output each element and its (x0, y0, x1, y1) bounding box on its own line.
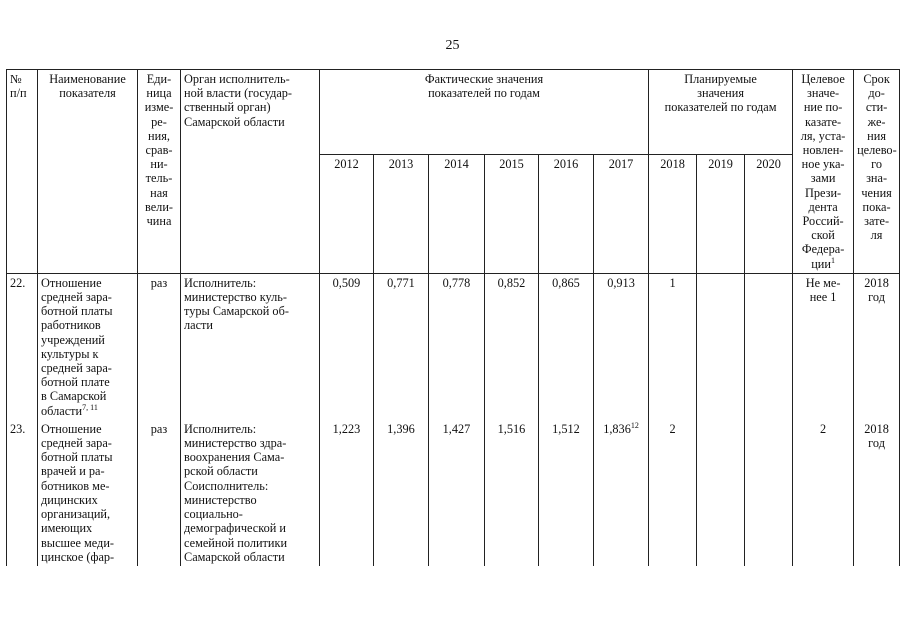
header-num (7, 70, 38, 274)
row-actual-value: 1,427 (429, 420, 485, 566)
text-line: зами (810, 171, 836, 186)
text-line: социально- (184, 507, 243, 522)
text-line: дицинских (41, 492, 98, 507)
text-line: Срок (863, 72, 890, 86)
text-line: ботной платы (41, 450, 113, 465)
text-line: туры Самарской об- (184, 304, 289, 319)
text-line: значе- (807, 86, 840, 101)
row-planned-value: 1 (649, 273, 697, 420)
row-actual-value: 0,852 (485, 273, 539, 420)
row-target (793, 273, 854, 420)
text-line: тель- (145, 171, 173, 186)
header-unit (138, 70, 181, 274)
text-line: Самарской области (184, 114, 285, 129)
page-number: 25 (445, 38, 460, 53)
text-line: Наименование (49, 72, 126, 86)
row-num: 23. (7, 420, 38, 566)
text-line: чения (861, 185, 892, 200)
text-line: рской области (184, 464, 258, 479)
indicators-table (6, 69, 900, 566)
footnote-marker: 1 (830, 255, 835, 265)
row-unit: раз (138, 420, 181, 566)
row-actual-value: 0,771 (374, 273, 429, 420)
text-line: Федера- (801, 242, 845, 257)
text-line: области (41, 403, 83, 418)
text-line: ни- (150, 157, 168, 172)
row-actual-value: 1,836$^{12}$ (594, 420, 649, 566)
text-line: ботной плате (41, 375, 110, 390)
row-actual-value: 0,778 (429, 273, 485, 420)
text-line: учреждений (41, 332, 105, 347)
text-line: средней зара- (41, 290, 112, 305)
text-line: Соисполнитель: (184, 478, 269, 493)
row-actual-value: 1,396 (374, 420, 429, 566)
text-line: ние по- (803, 100, 843, 115)
text-line: го (871, 157, 883, 172)
row-planned-value: 2 (649, 420, 697, 566)
header-year: 2020 (745, 155, 793, 274)
text-line: ная (150, 185, 168, 200)
header-year: 2016 (539, 155, 594, 274)
text-line: средней зара- (41, 436, 112, 451)
text-line: срав- (145, 143, 173, 158)
text-line: семейной политики (184, 535, 288, 550)
text-line: год (868, 436, 885, 451)
text-line: пока- (862, 199, 891, 214)
row-num: 22. (7, 273, 38, 420)
text-line: ница (146, 86, 172, 101)
text-line: нее 1 (809, 290, 837, 305)
text-line: до- (868, 86, 885, 101)
header-authority (181, 70, 320, 274)
text-line: ственный орган) (184, 100, 271, 115)
text-line: казате- (804, 114, 842, 129)
footnote-marker: 7, 11 (82, 402, 98, 412)
header-deadline (854, 70, 900, 274)
row-actual-value: 1,512 (539, 420, 594, 566)
header-indicator (38, 70, 138, 274)
header-actual-values (320, 70, 649, 155)
row-indicator (38, 273, 138, 420)
text-line: ботной платы (41, 304, 113, 319)
text-line: Отношение (41, 275, 102, 290)
text-line: организаций, (41, 507, 111, 522)
text-line: изме- (144, 100, 174, 115)
text-line: Отношение (41, 421, 102, 436)
text-line: средней зара- (41, 361, 112, 376)
text-line: министерство (184, 492, 257, 507)
text-line: показателей по годам (664, 100, 777, 115)
text-line: ской (811, 228, 835, 243)
text-line: Исполнитель: (184, 421, 257, 436)
row-deadline (854, 420, 900, 566)
text-line: ботников ме- (41, 478, 110, 493)
row-authority (181, 273, 320, 420)
header-planned-values (649, 70, 793, 155)
text-line: Не ме- (805, 275, 841, 290)
header-target-value (793, 70, 854, 274)
header-year: 2013 (374, 155, 429, 274)
text-line: Фактические значения (424, 72, 544, 86)
text-line: Еди- (146, 72, 172, 86)
text-line: зате- (864, 214, 890, 229)
text-line: 2 (820, 421, 827, 436)
table-row (7, 420, 900, 566)
text-line: высшее меди- (41, 535, 114, 550)
text-line: же- (867, 114, 886, 129)
text-line: ное ука- (801, 157, 845, 172)
text-line: Прези- (804, 185, 842, 200)
text-line: Россий- (802, 214, 844, 229)
text-line: 2018 (864, 421, 889, 436)
text-line: зна- (866, 171, 888, 186)
text-line: 2018 (864, 275, 889, 290)
text-line: имеющих (41, 521, 93, 536)
text-line: ласти (184, 318, 214, 333)
text-line: показателя (59, 86, 116, 101)
row-actual-value: 0,509 (320, 273, 374, 420)
text-line: значения (697, 86, 744, 101)
header-year: 2014 (429, 155, 485, 274)
text-line: культуры к (41, 346, 99, 361)
text-line: Орган исполнитель- (184, 72, 290, 86)
row-unit: раз (138, 273, 181, 420)
text-line: № (10, 72, 22, 86)
text-line: показателей по годам (428, 86, 540, 101)
text-line: год (868, 290, 885, 305)
text-line: воохранения Сама- (184, 450, 285, 465)
row-deadline (854, 273, 900, 420)
row-indicator (38, 420, 138, 566)
text-line: ля, уста- (800, 128, 846, 143)
text-line: работников (41, 318, 101, 333)
text-line: министерство куль- (184, 290, 287, 305)
text-line: ния, (148, 128, 170, 143)
text-line: Самарской области (184, 549, 285, 564)
text-line: вели- (144, 199, 173, 214)
row-actual-value: 1,223 (320, 420, 374, 566)
row-planned-value (745, 273, 793, 420)
header-year: 2018 (649, 155, 697, 274)
row-planned-value (697, 273, 745, 420)
text-line: ной власти (государ- (184, 86, 293, 101)
text-line: врачей и ра- (41, 464, 105, 479)
text-line: п/п (10, 86, 27, 101)
text-line: Целевое (801, 72, 845, 86)
row-actual-value: 1,516 (485, 420, 539, 566)
text-line: ния (867, 128, 886, 143)
row-actual-value: 0,913 (594, 273, 649, 420)
header-year: 2015 (485, 155, 539, 274)
text-line: ля (870, 228, 883, 243)
text-line: целево- (857, 143, 897, 158)
row-actual-value: 0,865 (539, 273, 594, 420)
text-line: Планируемые (684, 72, 757, 86)
header-year: 2019 (697, 155, 745, 274)
text-line: новлен- (802, 143, 844, 158)
text-line: ции (811, 256, 831, 271)
header-year: 2012 (320, 155, 374, 274)
row-planned-value (745, 420, 793, 566)
text-line: в Самарской (41, 389, 107, 404)
text-line: цинское (фар- (41, 549, 115, 564)
table-row (7, 273, 900, 420)
header-year: 2017 (594, 155, 649, 274)
text-line: сти- (865, 100, 888, 115)
text-line: ре- (151, 114, 167, 129)
text-line: демографической и (184, 521, 286, 536)
row-authority (181, 420, 320, 566)
row-target (793, 420, 854, 566)
text-line: дента (808, 199, 838, 214)
text-line: министерство здра- (184, 436, 287, 451)
row-planned-value (697, 420, 745, 566)
text-line: чина (146, 214, 172, 229)
text-line: Исполнитель: (184, 275, 257, 290)
